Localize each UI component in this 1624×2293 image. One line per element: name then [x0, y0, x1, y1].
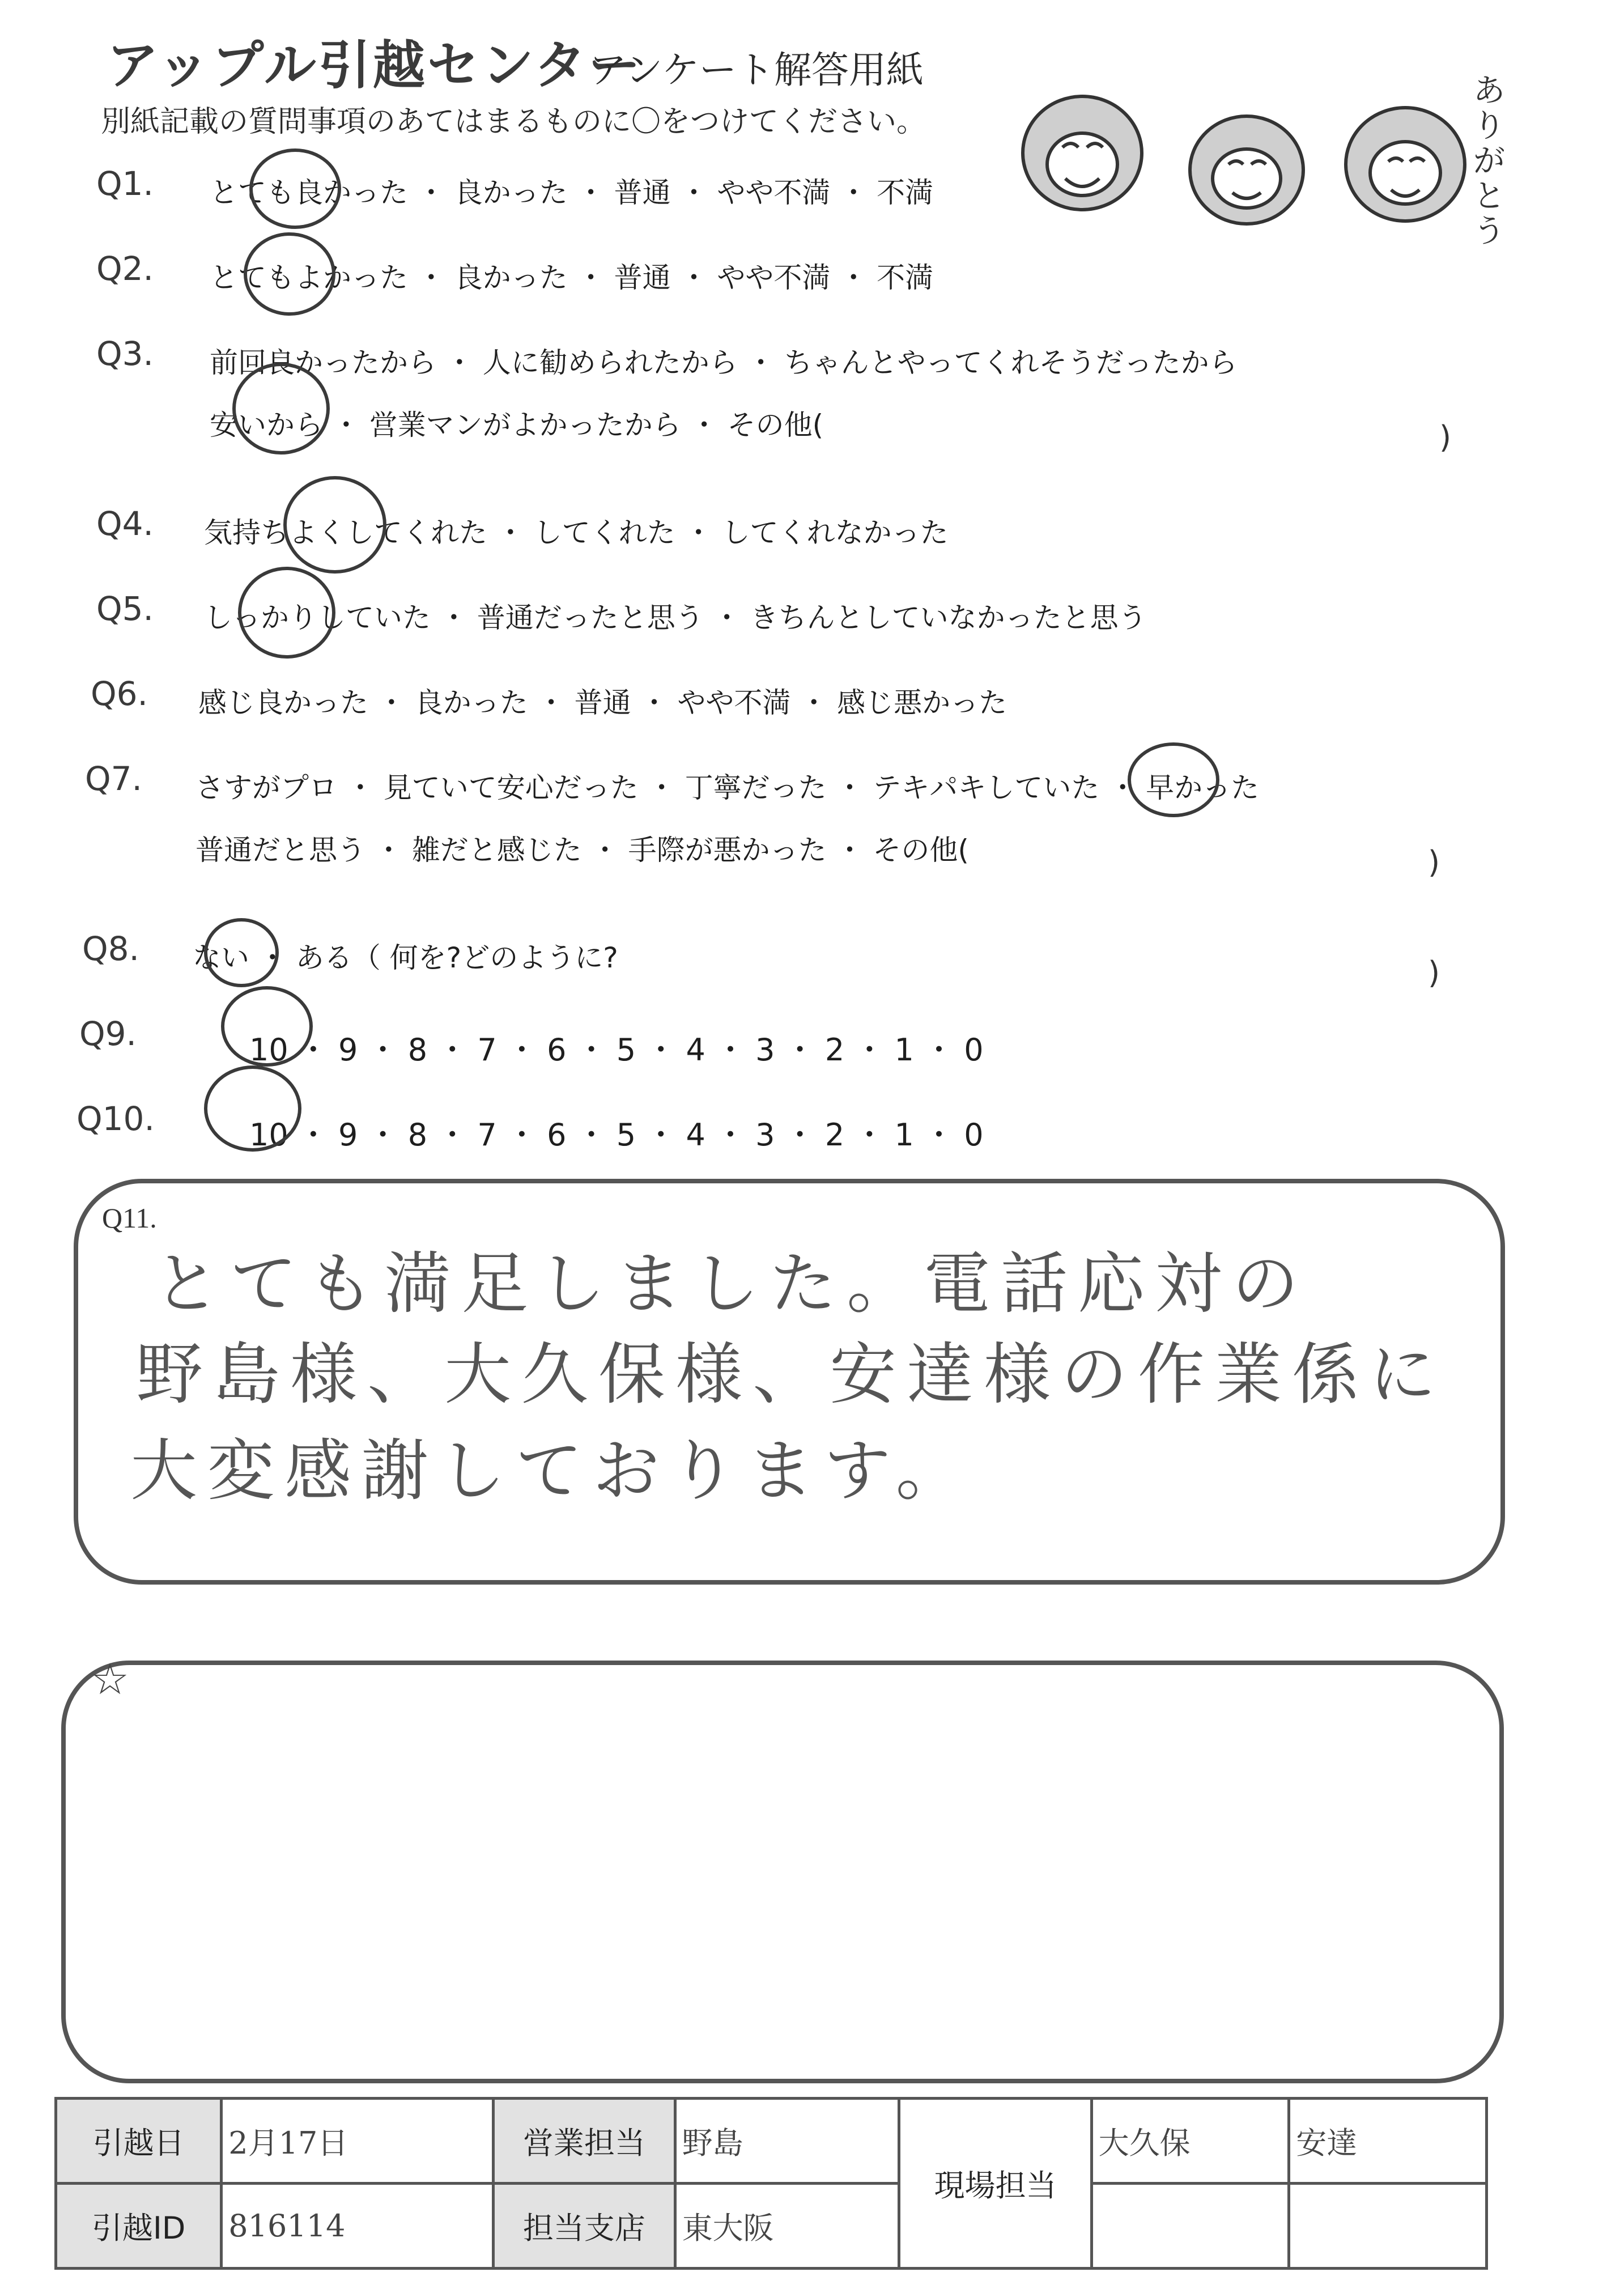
q1-label: Q1.: [96, 164, 154, 203]
q4-label: Q4.: [96, 504, 154, 543]
q11-answer-line-2: 野島様、大久保様、安達様の作業係に: [136, 1335, 1447, 1413]
site-staff-2-value: 安達: [1289, 2099, 1487, 2184]
q10-scale: 10 ・ 9 ・ 8 ・ 7 ・ 6 ・ 5 ・ 4 ・ 3 ・ 2 ・ 1 ・ 0: [249, 1117, 984, 1153]
site-staff-label: 現場担当: [899, 2099, 1091, 2269]
branch-label: 担当支店: [494, 2184, 675, 2269]
site-staff-empty-1: [1091, 2184, 1289, 2269]
q6-label: Q6.: [91, 674, 148, 713]
company-name: アップル引越センター: [107, 35, 643, 96]
q10-label: Q10.: [76, 1099, 155, 1138]
q7-close-paren: ): [1428, 844, 1440, 880]
site-staff-1-value: 大久保: [1091, 2099, 1289, 2184]
q8-label: Q8.: [82, 929, 139, 968]
answer-circle-q7: [1128, 742, 1219, 817]
sales-label: 営業担当: [494, 2099, 675, 2184]
answer-circle-q1: [249, 148, 341, 229]
q4-options: 気持ちよくしてくれた ・ してくれた ・ してくれなかった: [204, 516, 949, 549]
mascot-caption: ありがとう: [1473, 73, 1505, 250]
q5-label: Q5.: [96, 589, 154, 628]
answer-circle-q3: [232, 363, 330, 455]
q5-options: しっかりしていた ・ 普通だったと思う ・ きちんとしていなかったと思う: [204, 601, 1147, 634]
footer-table: [54, 2097, 1488, 2270]
q3-options-line1: 前回良かったから ・ 人に勧められたから ・ ちゃんとやってくれそうだったから: [210, 346, 1238, 379]
q8-options: ない ・ ある（ 何を?どのように?: [193, 941, 618, 974]
q7-label: Q7.: [85, 759, 142, 798]
q9-scale: 10 ・ 9 ・ 8 ・ 7 ・ 6 ・ 5 ・ 4 ・ 3 ・ 2 ・ 1 ・ 0: [249, 1032, 984, 1068]
moving-date-label: 引越日: [56, 2099, 222, 2184]
q3-label: Q3.: [96, 334, 154, 373]
sales-value: 野島: [675, 2099, 899, 2184]
answer-circle-q8: [204, 918, 279, 987]
q6-options: 感じ良かった ・ 良かった ・ 普通 ・ やや不満 ・ 感じ悪かった: [198, 686, 1007, 719]
q7-options-line1: さすがプロ ・ 見ていて安心だった ・ 丁寧だった ・ テキパキしていた ・ 早かった: [195, 771, 1260, 804]
q11-answer-line-3: 大変感謝しております。: [130, 1432, 973, 1510]
answer-circle-q9: [221, 986, 313, 1067]
q11-answer-line-1: とても満足しました。電話応対の: [153, 1245, 1310, 1323]
answer-circle-q4: [283, 476, 386, 574]
answer-circle-q10: [204, 1065, 301, 1152]
notes-star-label: ☆: [91, 1654, 130, 1704]
instruction-text: 別紙記載の質問事項のあてはまるものに〇をつけてください。: [101, 105, 926, 139]
answer-circle-q5: [238, 567, 335, 659]
q1-options: とても良かった ・ 良かった ・ 普通 ・ やや不満 ・ 不満: [210, 176, 934, 209]
q2-options: とてもよかった ・ 良かった ・ 普通 ・ やや不満 ・ 不満: [210, 261, 934, 294]
q2-label: Q2.: [96, 249, 154, 288]
q3-close-paren: ): [1439, 419, 1452, 455]
q3-options-line2: 安いから ・ 営業マンがよかったから ・ その他(: [210, 409, 824, 441]
form-title: アンケート解答用紙: [589, 48, 924, 92]
moving-date-value: 2月17日: [222, 2099, 494, 2184]
branch-value: 東大阪: [675, 2184, 899, 2269]
monkey-mascot-illustration: [1009, 51, 1519, 255]
moving-id-label: 引越ID: [56, 2184, 222, 2269]
q11-label: Q11.: [102, 1202, 157, 1234]
q7-options-line2: 普通だと思う ・ 雑だと感じた ・ 手際が悪かった ・ その他(: [195, 834, 969, 867]
q8-close-paren: ): [1428, 955, 1440, 991]
q9-label: Q9.: [79, 1014, 137, 1053]
notes-box: [61, 1661, 1504, 2083]
answer-circle-q2: [244, 232, 335, 316]
moving-id-value: 816114: [222, 2184, 494, 2269]
site-staff-empty-2: [1289, 2184, 1487, 2269]
